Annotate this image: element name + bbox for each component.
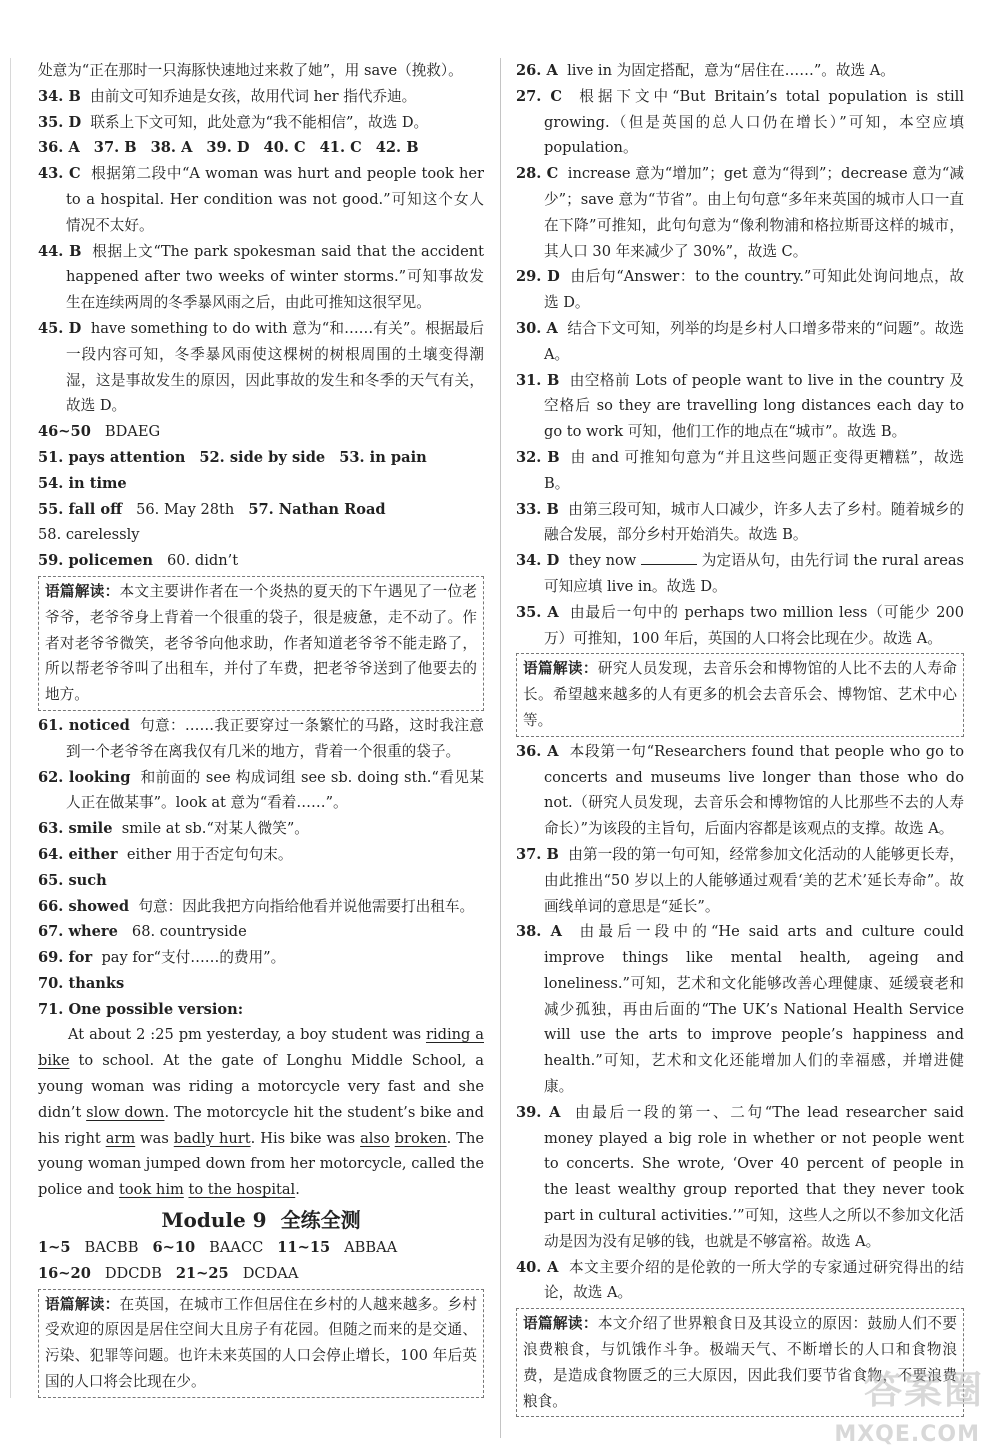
summary-text: 研究人员发现，去音乐会和博物馆的人比不去的人寿命长。希望越来越多的人有更多的机会去音乐会、博物馆、艺术中心等。 [523, 660, 957, 729]
answer-explanation: they now [568, 552, 637, 570]
answer-item [516, 316, 964, 368]
answer-item [38, 868, 484, 894]
answer-row-67 [38, 919, 484, 945]
essay-paragraph [38, 1022, 484, 1203]
essay-text: . [295, 1181, 300, 1199]
summary-label: 语篇解读： [523, 1315, 598, 1333]
answer-number: 33. B [516, 500, 559, 518]
right-column [516, 58, 964, 1419]
answer-item [516, 548, 964, 600]
answer-item [516, 368, 964, 445]
module-answer-row-2 [38, 1261, 484, 1287]
answer-cell: 37. B [93, 139, 137, 157]
watermark-logo [820, 1368, 990, 1447]
answer-cell: 54. in time [38, 474, 127, 492]
answer-cell: 40. C [263, 139, 306, 157]
answer-cell: 38. A [150, 139, 193, 157]
passage-summary-box [516, 653, 964, 736]
answer-explanation: 联系上下文可知，此处意为“我不能相信”，故选 D。 [90, 113, 429, 131]
module-answer-row-1 [38, 1235, 484, 1261]
answer-cell: 55. fall off [38, 500, 123, 518]
module-title: Module 9 [161, 1208, 267, 1233]
answer-explanation: 根据上文“The park spokesman said that the accident happened after two weeks of winter storms.”可知事故发生在连续两周的冬季暴风雨之后，由此可推知这很罕见。 [66, 242, 484, 312]
answer-number: 31. B [516, 371, 560, 389]
answer-explanation: 由最后一句中的 perhaps two million less（可能少 200 万）可推知，100 年后，英国的人口将会比现在少。故选 A。 [544, 603, 964, 647]
answer-cell: 58. carelessly [38, 526, 140, 544]
answer-cell: 53. in pain [339, 448, 427, 466]
answer-item [38, 971, 484, 997]
answer-explanation: increase 意为“增加”；get 意为“得到”；decrease 意为“减少”；save 意为“节省”。由上句句意“多年来英国的城市人口一直在下降”可推知，此句句意为“像利物浦和格拉斯哥这样的城市，其人口 30 年来减少了 30%”，故选 C。 [544, 165, 965, 260]
answer-cell: BDAEG [104, 423, 161, 441]
answer-explanation: 本段第一句“Researchers found that people who go to concerts and museums live longer than those who do not.（研究人员发现，去音乐会和博物馆的人比那些不去的人寿命长）”为该段的主旨句，后面内容都是该观点的支撑。故选 A。 [544, 742, 965, 838]
answer-number: 61. noticed [38, 716, 130, 734]
answer-number: 45. D [38, 319, 82, 337]
answer-number: 69. for [38, 949, 93, 967]
essay-underlined-phrase: slow down [86, 1103, 165, 1121]
answer-explanation: 由 and 可推知句意为“并且这些问题正变得更糟糕”，故选 B。 [544, 448, 964, 492]
answer-item [516, 842, 964, 919]
answer-row-55 [38, 497, 484, 549]
answer-row-59 [38, 548, 484, 574]
answer-item [516, 600, 964, 652]
module-subtitle: 全练全测 [280, 1208, 361, 1233]
essay-sample [38, 1022, 484, 1203]
passage-summary-box [38, 1289, 484, 1398]
answer-cell: 67. where [38, 923, 118, 941]
answer-explanation: 由第三段可知，城市人口减少，许多人去了乡村。随着城乡的融合发展，部分乡村开始消失。故选 B。 [544, 500, 964, 544]
answer-number: 26. A [516, 62, 558, 79]
answer-item [38, 713, 484, 765]
essay-underlined-phrase: took him [119, 1181, 184, 1199]
answer-explanation: 为定语从句，由先行词 the rural areas 可知应填 live in。故选 D。 [544, 552, 965, 595]
answer-cell: 1~5 [38, 1239, 71, 1257]
answer-item [516, 497, 964, 549]
answer-item [38, 58, 484, 84]
answer-number: 39. A [516, 1103, 561, 1121]
answer-item [38, 894, 484, 920]
answer-cell: 57. Nathan Road [248, 500, 386, 518]
answer-cell: 42. B [375, 139, 419, 157]
passage-summary-box [38, 576, 484, 711]
answer-item [38, 945, 484, 971]
answer-cell: 60. didn’t [167, 552, 239, 570]
answer-explanation: 由最后一段中的“He said arts and culture could improve things like mental health, ageing and loneliness.”可知，艺术和文化能够改善心理健康、延缓衰老和减少孤独，再由后面的“The UK’s National Health Service will use the arts to improve people’s happiness and health.”可知，艺术和文化还能增加人们的幸福感，并增进健康。 [544, 923, 964, 1096]
essay-text: . The motorcycle hit the student’s bike and his right [38, 1103, 484, 1147]
module-heading [38, 1205, 484, 1235]
answer-explanation: 本文主要介绍的是伦敦的一所大学的专家通过研究得出的结论，故选 A。 [544, 1258, 964, 1302]
answer-item [516, 264, 964, 316]
answer-cell: 59. policemen [38, 552, 154, 570]
answer-item [38, 84, 484, 110]
answer-explanation: live in 为固定搭配，意为“居住在……”。故选 A。 [567, 62, 895, 79]
answer-cell: DCDAA [242, 1264, 299, 1282]
answer-number: 37. B [516, 845, 559, 863]
essay-text: was [135, 1129, 174, 1147]
answer-cell: 52. side by side [199, 448, 326, 466]
answer-cell: 46~50 [38, 423, 91, 441]
answer-number: 34. B [38, 87, 81, 105]
answer-row-51 [38, 445, 484, 497]
answer-number: 35. A [516, 603, 559, 621]
blank-line [641, 550, 697, 565]
answer-number: 29. D [516, 268, 560, 286]
answer-number: 32. B [516, 448, 560, 466]
watermark-text-cn: 答案圈 [863, 1368, 984, 1412]
answer-cell: 51. pays attention [38, 448, 186, 466]
answer-cell: 41. C [319, 139, 362, 157]
answer-number: 28. C [516, 165, 559, 183]
summary-label: 语篇解读： [523, 660, 598, 678]
essay-heading: 71. One possible version: [38, 1000, 244, 1018]
answer-number: 40. A [516, 1258, 559, 1276]
answer-explanation: 和前面的 see 构成词组 see sb. doing sth.“看见某人正在做某事”。look at 意为“看着……”。 [66, 768, 485, 812]
answer-item [516, 84, 964, 161]
answer-number: 63. smile [38, 820, 113, 838]
summary-text: 本文介绍了世界粮食日及其设立的原因：鼓励人们不要浪费粮食，与饥饿作斗争。极端天气、不断增长的人口和食物浪费，是造成食物匮乏的三大原因，因此我们要节省食物，不要浪费粮食。 [523, 1315, 957, 1410]
answer-row-46 [38, 419, 484, 445]
answer-number: 44. B [38, 242, 82, 260]
essay-underlined-phrase: broken [394, 1129, 447, 1147]
answer-item [516, 445, 964, 497]
essay-text: At about 2 :25 pm yesterday, a boy student was [68, 1026, 426, 1044]
answer-item [38, 110, 484, 136]
column-divider [500, 58, 501, 1438]
answer-explanation: 由空格前 Lots of people want to live in the country 及空格后 so they are travelling long distances each day to go to work 可知，他们工作的地点在“城市”。故选 B。 [544, 371, 965, 441]
answer-explanation: 根据第二段中“A woman was hurt and people took her to a hospital. Her condition was not good.”可知这个女人情况不太好。 [66, 165, 485, 234]
page-spine-line [10, 58, 11, 1398]
answer-explanation: pay for“支付……的费用”。 [101, 949, 286, 967]
answer-number: 62. looking [38, 768, 131, 786]
essay-text: . His bike was [250, 1129, 361, 1147]
summary-text: 本文主要讲作者在一个炎热的夏天的下午遇见了一位老爷爷，老爷爷身上背着一个很重的袋子，很是疲惫，走不动了。作者对老爷爷微笑，老爷爷向他求助，作者知道老爷爷不能走路了，所以帮老爷爷叫了出租车，并付了车费，把老爷爷送到了他要去的地方。 [45, 582, 477, 704]
answer-explanation: 结合下文可知，列举的均是乡村人口增多带来的“问题”。故选 A。 [544, 319, 964, 363]
answer-number: 27. C [516, 87, 563, 105]
answer-cell: 16~20 [38, 1264, 91, 1282]
answer-number: 35. D [38, 113, 82, 131]
answer-cell: 36. A [38, 139, 80, 157]
answer-explanation: 由第一段的第一句可知，经常参加文化活动的人能够更长寿，由此推出“50 岁以上的人能够通过观看‘美的艺术’延长寿命”。故画线单词的意思是“延长”。 [544, 845, 964, 915]
answer-cell: ABBAA [344, 1239, 398, 1257]
answer-item [516, 58, 964, 84]
essay-underlined-phrase: also [360, 1129, 390, 1147]
answer-explanation: either 用于否定句句末。 [126, 845, 293, 863]
answer-number: 65. such [38, 871, 107, 889]
summary-label: 语篇解读： [45, 582, 120, 600]
summary-text: 在英国，在城市工作但居住在乡村的人越来越多。乡村受欢迎的原因是居住空间大且房子有花园。但随之而来的是交通、污染、犯罪等问题。也许未来英国的人口会停止增长，100 年后英国的人口将会比现在少。 [45, 1295, 477, 1391]
answer-item [516, 919, 964, 1100]
answer-explanation: 根据下文中“But Britain’s total population is still growing.（但是英国的总人口仍在增长）”可知，本空应填 population。 [544, 87, 965, 157]
answer-cell: DDCDB [104, 1264, 162, 1282]
left-column [38, 58, 484, 1400]
answer-explanation: 由后句“Answer：to the country.”可知此处询问地点，故选 D。 [544, 268, 964, 312]
answer-explanation: 由前文可知乔迪是女孩，故用代词 her 指代乔迪。 [90, 87, 417, 105]
answer-cell: 68. countryside [131, 923, 247, 941]
answer-explanation: 句意：因此我把方向指给他看并说他需要打出租车。 [138, 897, 475, 915]
answer-explanation: 由最后一段的第一、二句“The lead researcher said money played a big role in whether or not people went to concerts. She wrote, ‘Over 40 percent of people in the least wealthy group reported that they never took part in cultural activities.’”可知，这些人之所以不参加文化活动是因为没有足够的钱，也就是不够富裕。故选 A。 [544, 1103, 965, 1250]
watermark-text-url: MXQE.COM [834, 1422, 980, 1447]
answer-item [516, 161, 964, 264]
answer-item [38, 816, 484, 842]
answer-cell: BACBB [84, 1239, 139, 1257]
essay-underlined-phrase: riding a bike [38, 1026, 484, 1070]
answer-cell: BAACC [209, 1239, 264, 1257]
answer-explanation: 句意：……我正要穿过一条繁忙的马路，这时我注意到一个老爷爷在离我仅有几米的地方，背着一个很重的袋子。 [66, 716, 484, 760]
answer-item [38, 765, 484, 817]
summary-label: 语篇解读： [45, 1295, 120, 1313]
answer-item [516, 1100, 964, 1255]
essay-underlined-phrase: to the hospital [188, 1181, 296, 1199]
answer-explanation: 处意为“正在那时一只海豚快速地过来救了她”，用 save（挽救）。 [38, 62, 463, 79]
answer-item [516, 1255, 964, 1307]
answer-number: 66. showed [38, 897, 130, 915]
answer-number: 34. D [516, 552, 560, 570]
essay-underlined-phrase: arm [105, 1129, 136, 1147]
essay-text: to school. At the gate of Longhu Middle School, a young woman was riding a motorcycle very fast and she didn’t [38, 1052, 484, 1121]
answer-number: 30. A [516, 319, 558, 337]
answer-number: 38. A [516, 923, 562, 941]
answer-item [516, 739, 964, 842]
answer-row-36 [38, 135, 484, 161]
answer-cell: 11~15 [277, 1239, 331, 1257]
answer-cell: 6~10 [152, 1239, 196, 1257]
answer-number: 43. C [38, 165, 81, 183]
answer-cell: 39. D [206, 139, 250, 157]
answer-explanation: have something to do with 意为“和……有关”。根据最后一段内容可知，冬季暴风雨使这棵树的树根周围的土壤变得潮湿，这是事故发生的原因，因此事故的发生和冬季的天气有关，故选 D。 [66, 319, 484, 415]
answer-item [38, 316, 484, 419]
answer-number: 36. A [516, 742, 559, 760]
answer-number: 70. thanks [38, 974, 125, 992]
answer-item [38, 239, 484, 316]
essay-underlined-phrase: badly hurt [173, 1129, 251, 1147]
answer-explanation: smile at sb.“对某人微笑”。 [121, 820, 309, 838]
answer-item [38, 161, 484, 238]
essay-text: . The young woman jumped down from her motorcycle, called the police and [38, 1129, 484, 1199]
answer-number: 64. either [38, 845, 118, 863]
answer-cell: 21~25 [175, 1264, 229, 1282]
answer-cell: 56. May 28th [136, 500, 235, 518]
answer-item [38, 842, 484, 868]
